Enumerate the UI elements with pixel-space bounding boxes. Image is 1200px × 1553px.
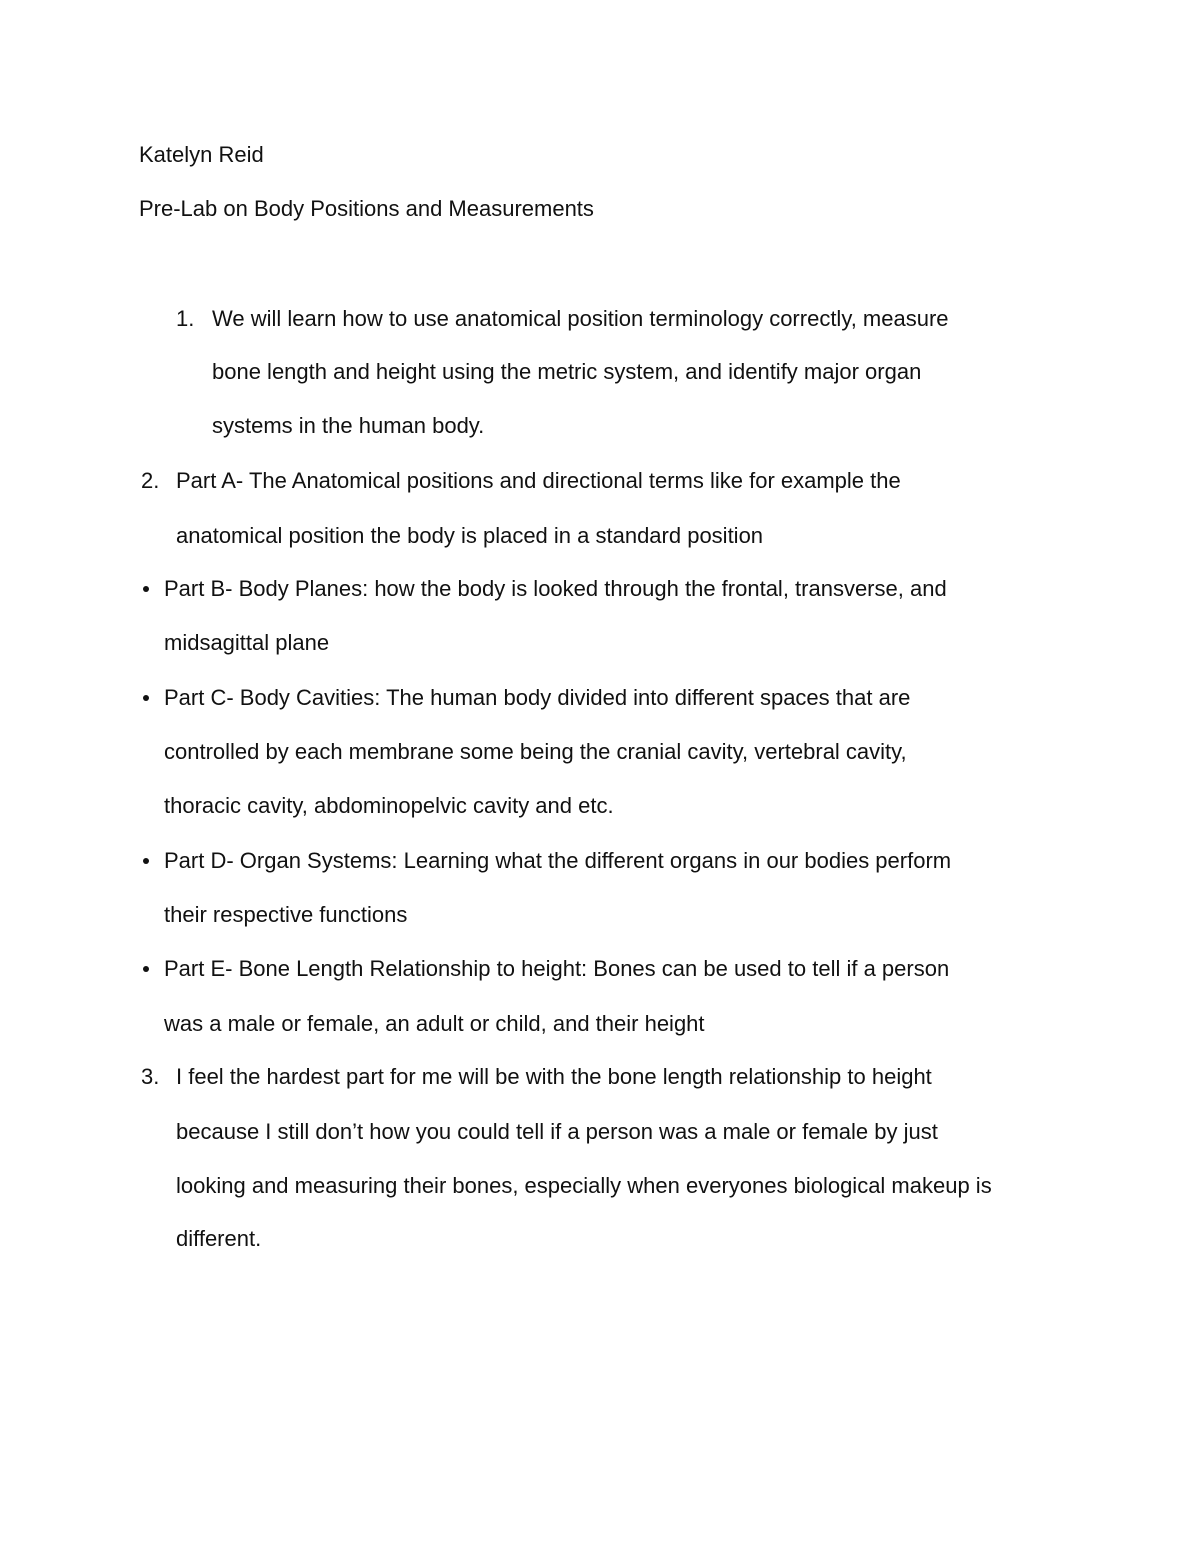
bullet-b-line-2: midsagittal plane bbox=[164, 630, 330, 655]
list-marker-2: 2. bbox=[141, 468, 160, 493]
bullet-d-line-2: their respective functions bbox=[164, 902, 408, 927]
bullet-c-line-1: Part C- Body Cavities: The human body divided into different spaces that are bbox=[164, 685, 911, 710]
item-2-line-2: anatomical position the body is placed in a standard position bbox=[176, 523, 764, 548]
list-marker-1: 1. bbox=[176, 306, 195, 331]
bullet-d-line-1: Part D- Organ Systems: Learning what the different organs in our bodies perform bbox=[164, 848, 952, 873]
bullet-icon bbox=[143, 966, 149, 972]
document-title: Pre-Lab on Body Positions and Measurements bbox=[139, 196, 594, 221]
item-1-line-2: bone length and height using the metric system, and identify major organ bbox=[212, 359, 922, 384]
bullet-e-line-1: Part E- Bone Length Relationship to height: Bones can be used to tell if a person bbox=[164, 956, 950, 981]
item-3-line-4: different. bbox=[176, 1226, 262, 1251]
list-marker-3: 3. bbox=[141, 1064, 160, 1089]
item-1-line-3: systems in the human body. bbox=[212, 413, 485, 438]
item-2-line-1: Part A- The Anatomical positions and directional terms like for example the bbox=[176, 468, 901, 493]
bullet-icon bbox=[143, 586, 149, 592]
bullet-icon bbox=[143, 858, 149, 864]
item-3-line-2: because I still don’t how you could tell if a person was a male or female by just bbox=[176, 1119, 938, 1144]
bullet-b-line-1: Part B- Body Planes: how the body is looked through the frontal, transverse, and bbox=[164, 576, 947, 601]
bullet-c-line-3: thoracic cavity, abdominopelvic cavity and etc. bbox=[164, 793, 614, 818]
author-name: Katelyn Reid bbox=[139, 142, 264, 167]
bullet-icon bbox=[143, 695, 149, 701]
bullet-e-line-2: was a male or female, an adult or child, and their height bbox=[164, 1011, 705, 1036]
item-1-line-1: We will learn how to use anatomical position terminology correctly, measure bbox=[212, 306, 949, 331]
item-3-line-3: looking and measuring their bones, especially when everyones biological makeup is bbox=[176, 1173, 992, 1198]
item-3-line-1: I feel the hardest part for me will be with the bone length relationship to height bbox=[176, 1064, 932, 1089]
bullet-c-line-2: controlled by each membrane some being the cranial cavity, vertebral cavity, bbox=[164, 739, 907, 764]
